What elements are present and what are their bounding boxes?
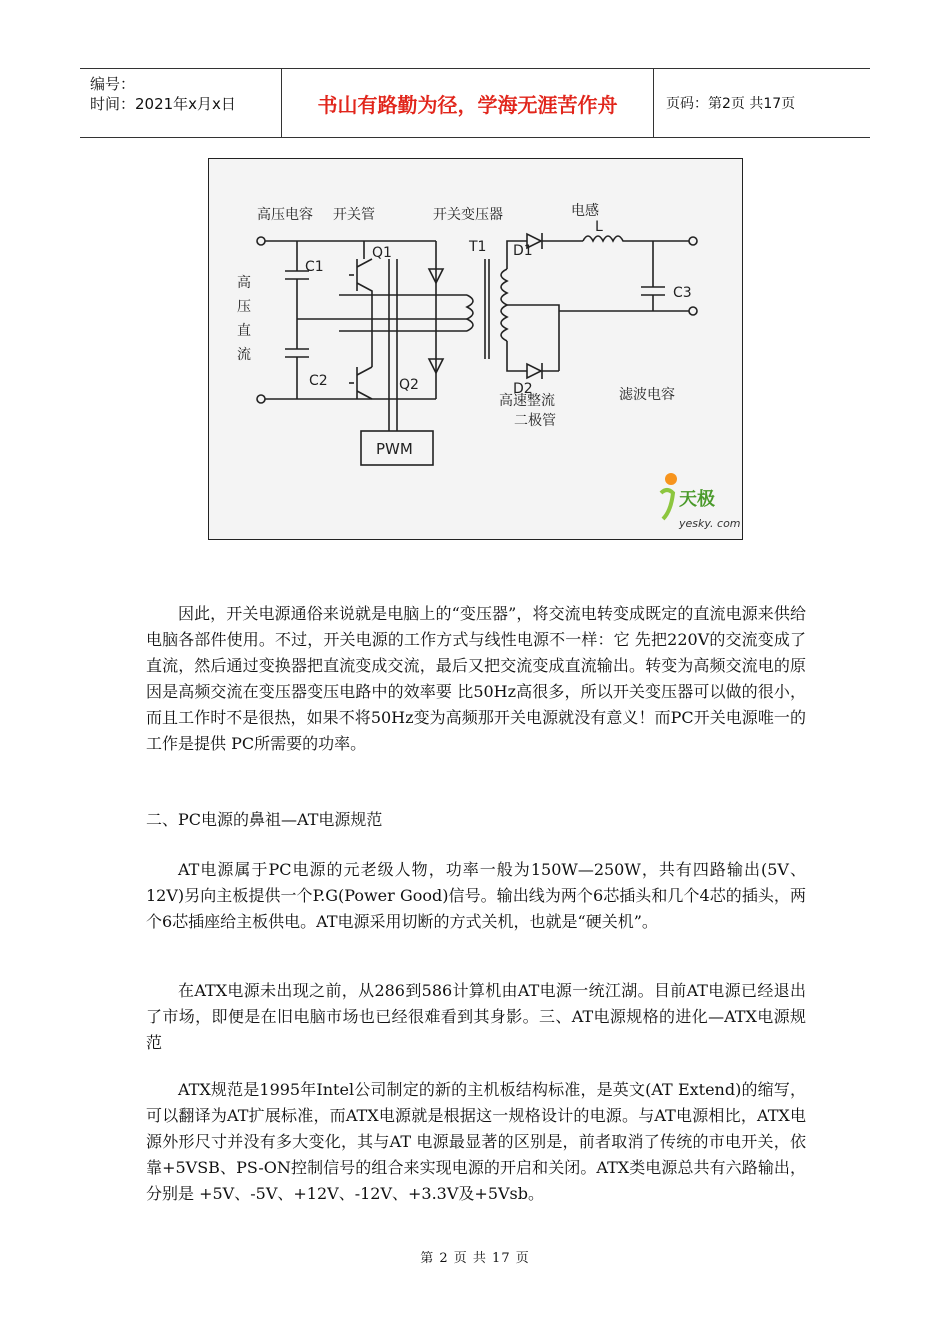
- paragraph-4: ATX规范是1995年Intel公司制定的新的主机板结构标准，是英文(AT Extend)的缩写，可以翻译为AT扩展标准，而ATX电源就是根据这一规格设计的电源。与AT电源相比，ATX电源外形尺寸并没有多大变化，其与AT 电源最显著的区别是，前者取消了传统的市电开关，依靠+5VSB、PS-ON控制信号的组合来实现电源的开启和关闭。ATX类电源总共有六路输出，分别是 +5V、-5V、+12V、-12V、+3.3V及+5Vsb。: [146, 1080, 806, 1203]
- label-d2: D2: [513, 381, 533, 397]
- label-hv-dc-1: 高: [237, 275, 251, 291]
- output-terminal-bottom: [689, 307, 697, 315]
- logo-url: yesky. com: [679, 517, 741, 530]
- circuit-diagram: [208, 158, 743, 540]
- label-pwm: PWM: [376, 440, 413, 458]
- label-filter-capacitor: 滤波电容: [619, 387, 675, 403]
- paragraph-2: AT电源属于PC电源的元老级人物，功率一般为150W—250W，共有四路输出(5V、12V)另向主板提供一个P.G(Power Good)信号。输出线为两个6芯插头和几个4芯的插头，两个6芯插座给主板供电。AT电源采用切断的方式关机，也就是“硬关机”。: [146, 860, 806, 931]
- label-rectifier-2: 二极管: [514, 413, 556, 429]
- label-switch-transformer: 开关变压器: [433, 207, 503, 223]
- input-terminal-top: [257, 237, 265, 245]
- label-hv-dc-3: 直: [237, 323, 251, 339]
- header-page-info: 页码：第2页 共17页: [666, 96, 796, 112]
- label-l: L: [595, 219, 603, 235]
- label-c3: C3: [673, 285, 692, 301]
- doc-date: 时间：2021年x月x日: [90, 95, 236, 113]
- label-inductor: 电感: [571, 203, 599, 219]
- label-c2: C2: [309, 373, 328, 389]
- logo-dot-icon: [665, 473, 677, 485]
- logo-text-cn: 天极: [679, 489, 715, 510]
- header-motto: 书山有路勤为径，学海无涯苦作舟: [282, 69, 654, 137]
- label-t1: T1: [469, 239, 487, 255]
- label-rectifier-1: 高速整流: [499, 393, 555, 409]
- paragraph-1: 因此，开关电源通俗来说就是电脑上的“变压器”，将交流电转变成既定的直流电源来供给电脑各部件使用。不过，开关电源的工作方式与线性电源不一样：它 先把220V的交流变成了直流，然后通过变换器把直流变成交流，最后又把交流变成直流输出。转变为高频交流电的原因是高频交流在变压器变压电路中的效率要 比50Hz高很多，所以开关变压器可以做的很小，而且工作时不是很热，如果不将50Hz变为高频那开关电源就没有意义！而PC开关电源唯一的工作是提供 PC所需要的功率。: [146, 604, 806, 753]
- doc-number: 编号：: [90, 75, 136, 93]
- label-q2: Q2: [399, 377, 419, 393]
- label-hv-capacitor: 高压电容: [257, 207, 313, 223]
- page-footer: 第 2 页 共 17 页: [420, 1251, 530, 1266]
- label-c1: C1: [305, 259, 324, 275]
- input-terminal-bottom: [257, 395, 265, 403]
- logo-figure-icon: [661, 490, 673, 519]
- label-switch-tube: 开关管: [333, 207, 375, 223]
- section-heading-2: 二、PC电源的鼻祖—AT电源规范: [146, 810, 383, 829]
- yesky-logo: [661, 473, 741, 530]
- header-meta: [80, 69, 282, 137]
- circuit-svg: [209, 159, 743, 540]
- label-q1: Q1: [372, 245, 392, 261]
- label-d1: D1: [513, 243, 533, 259]
- label-hv-dc-2: 压: [237, 299, 251, 315]
- label-hv-dc-4: 流: [237, 347, 251, 363]
- page-header: [80, 68, 870, 138]
- paragraph-3: 在ATX电源未出现之前，从286到586计算机由AT电源一统江湖。目前AT电源已经退出了市场，即便是在旧电脑市场也已经很难看到其身影。三、AT电源规格的进化—ATX电源规范: [146, 981, 806, 1052]
- output-terminal-top: [689, 237, 697, 245]
